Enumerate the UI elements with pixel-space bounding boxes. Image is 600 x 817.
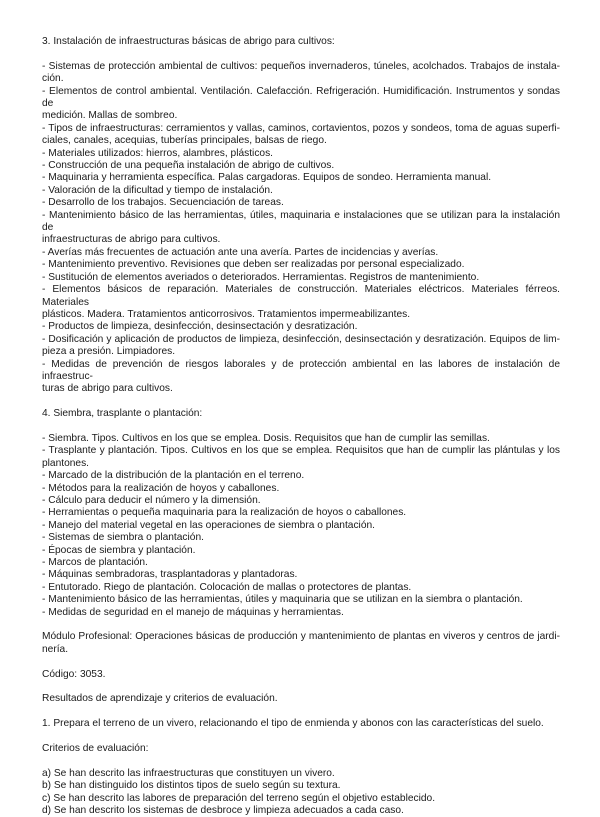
section-3-line: - Dosificación y aplicación de productos de limpieza, desinfección, desinsectación y desratización. Equipos de lim- [42,333,560,345]
section-3-line: - Medidas de prevención de riesgos laborales y de protección ambiental en las labores de instalación de infraestruc- [42,358,560,382]
section-3-heading: 3. Instalación de infraestructuras básicas de abrigo para cultivos: [42,36,335,47]
section-3-line: plásticos. Madera. Tratamientos anticorrosivos. Tratamientos impermeabilizantes. [42,308,411,320]
section-3-line: - Elementos básicos de reparación. Materiales de construcción. Materiales eléctricos. Materiales férreos. Materiales [42,284,560,308]
section-3-line: - Elementos de control ambiental. Ventilación. Calefacción. Refrigeración. Humidificación. Instrumentos y sondas de [42,85,560,110]
module-title-line: Módulo Profesional: Operaciones básicas de producción y mantenimiento de plantas en viveros y centros de jardi- [42,631,560,643]
section-3-line: - Construcción de una pequeña instalación de abrigo de cultivos. [42,160,335,172]
criterion-b: b) Se han distinguido los distintos tipos de suelo según su textura. [42,780,341,792]
section-3-line: - Tipos de infraestructuras: cerramientos y vallas, caminos, cortavientos, pozos y sondeos, toma de aguas superfi- [42,122,560,134]
section-3-line: turas de abrigo para cultivos. [42,383,173,395]
section-3-line: - Materiales utilizados: hierros, alambres, plásticos. [42,147,274,159]
learning-result-1: 1. Prepara el terreno de un vivero, relacionando el tipo de enmienda y abonos con las características del suelo. [42,718,544,730]
section-4-line: - Métodos para la realización de hoyos y caballones. [42,482,280,494]
section-3-line: - Valoración de la dificultad y tiempo de instalación. [42,184,273,196]
section-4-line: - Épocas de siembra y plantación. [42,544,196,556]
section-3-line: - Sistemas de protección ambiental de cultivos: pequeños invernaderos, túneles, acolchados. Trabajos de instala- [42,60,560,72]
module-code: Código: 3053. [42,668,106,680]
criterion-c: c) Se han descrito las labores de preparación del terreno según el objetivo establecido. [42,792,436,804]
section-3-line: - Maquinaria y herramienta específica. Palas cargadoras. Equipos de sondeo. Herramienta manual. [42,172,492,184]
section-4-line: - Sistemas de siembra o plantación. [42,532,204,544]
section-4-line: - Marcos de plantación. [42,557,148,569]
section-3-line: - Sustitución de elementos averiados o deteriorados. Herramientas. Registros de mantenimiento. [42,271,480,283]
section-3-line: pieza a presión. Limpiadores. [42,346,176,358]
section-3-line: ción. [42,73,64,85]
learning-results-heading: Resultados de aprendizaje y criterios de evaluación. [42,693,278,705]
section-3-line: - Mantenimiento preventivo. Revisiones que deben ser realizadas por personal especializado. [42,259,465,271]
section-4-line: plantones. [42,457,90,469]
section-3-line: ciales, canales, acequias, tuberías principales, balsas de riego. [42,135,327,147]
section-4-line: - Marcado de la distribución de la plantación en el terreno. [42,470,305,482]
section-4-heading: 4. Siembra, trasplante o plantación: [42,408,203,420]
module-title-line: nería. [42,643,69,655]
section-3-line: - Mantenimiento básico de las herramientas, útiles, maquinaria e instalaciones que se utilizan para la instalación de [42,209,560,234]
section-4-line: - Trasplante y plantación. Tipos. Cultivos en los que se emplea. Requisitos que han de cumplir las plántulas y los [42,445,560,457]
section-4-line: - Cálculo para deducir el número y la dimensión. [42,494,261,506]
criterion-d: d) Se han descrito los sistemas de desbroce y limpieza adecuados a cada caso. [42,805,404,817]
section-4-line: - Máquinas sembradoras, trasplantadoras y plantadoras. [42,569,298,581]
section-3-line: infraestructuras de abrigo para cultivos. [42,234,221,246]
section-3-line: - Productos de limpieza, desinfección, desinsectación y desratización. [42,321,358,333]
criteria-heading: Criterios de evaluación: [42,743,149,755]
section-4-line: - Siembra. Tipos. Cultivos en los que se emplea. Dosis. Requisitos que han de cumplir las semillas. [42,432,490,444]
section-4-line: - Medidas de seguridad en el manejo de máquinas y herramientas. [42,606,344,618]
criterion-a: a) Se han descrito las infraestructuras que constituyen un vivero. [42,767,335,779]
section-3-line: - Averías más frecuentes de actuación ante una avería. Partes de incidencias y averías. [42,246,439,258]
section-4-line: - Entutorado. Riego de plantación. Colocación de mallas o protectores de plantas. [42,581,412,593]
section-4-line: - Manejo del material vegetal en las operaciones de siembra o plantación. [42,519,375,531]
section-3-line: - Desarrollo de los trabajos. Secuenciación de tareas. [42,197,284,209]
section-3-line: medición. Mallas de sombreo. [42,110,178,122]
section-4-line: - Mantenimiento básico de las herramientas, útiles y maquinaria que se utilizan en la siembra o plantación. [42,594,523,606]
section-4-line: - Herramientas o pequeña maquinaria para la realización de hoyos o caballones. [42,507,407,519]
